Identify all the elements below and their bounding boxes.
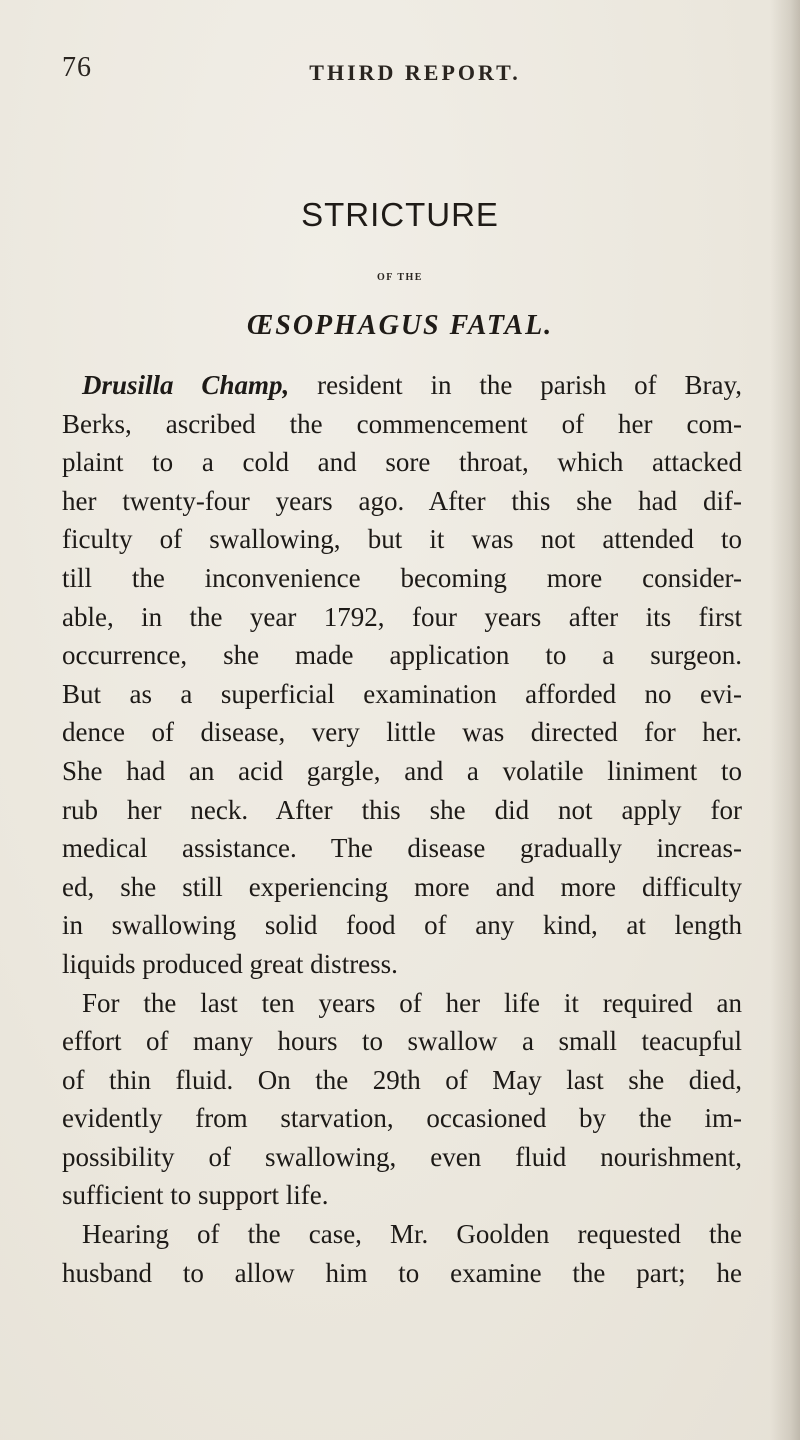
page-number: 76	[62, 52, 92, 83]
article-title: STRICTURE	[301, 196, 499, 233]
paragraph-line: ed, she still experiencing more and more difficulty	[62, 871, 742, 902]
paragraph-line: rub her neck. After this she did not apply for	[62, 794, 742, 825]
paragraph-line: sufficient to support life.	[62, 1180, 329, 1211]
paragraph-line: plaint to a cold and sore throat, which attacked	[62, 447, 742, 478]
paragraph-line: of thin fluid. On the 29th of May last she died,	[62, 1064, 742, 1095]
paragraph-line: Drusilla Champ, resident in the parish of Bray,	[82, 370, 743, 400]
paragraph-line: Berks, ascribed the commencement of her com-	[62, 408, 742, 439]
paragraph-line: in swallowing solid food of any kind, at length	[62, 910, 742, 941]
paragraph-line: effort of many hours to swallow a small teacupful	[62, 1026, 742, 1057]
title-connector: OF THE	[377, 272, 423, 283]
running-head: THIRD REPORT.	[309, 60, 521, 85]
paragraph-line: till the inconvenience becoming more consider-	[62, 562, 742, 593]
paragraph-line: Hearing of the case, Mr. Goolden requested the	[82, 1219, 742, 1250]
paragraph-line: husband to allow him to examine the part; he	[62, 1257, 742, 1288]
article-subtitle: ŒSOPHAGUS FATAL.	[246, 310, 554, 341]
paragraph-line: For the last ten years of her life it required an	[82, 987, 742, 1018]
paragraph-line: liquids produced great distress.	[62, 948, 398, 979]
paragraph-line: occurrence, she made application to a surgeon.	[62, 640, 742, 671]
patient-name: Drusilla Champ,	[82, 370, 290, 400]
paragraph-line: able, in the year 1792, four years after its first	[62, 601, 742, 632]
paragraph-line: medical assistance. The disease gradually increas-	[62, 833, 742, 864]
paragraph-line: possibility of swallowing, even fluid nourishment,	[62, 1141, 742, 1172]
paragraph-line: evidently from starvation, occasioned by the im-	[62, 1103, 742, 1134]
paragraph-line: She had an acid gargle, and a volatile liniment to	[62, 755, 742, 786]
paragraph-line: But as a superficial examination afforded no evi-	[62, 678, 742, 709]
paragraph-line: ficulty of swallowing, but it was not attended to	[62, 524, 742, 555]
body-text	[62, 366, 742, 1292]
paragraph-line: her twenty-four years ago. After this she had dif-	[62, 485, 742, 516]
paragraph-line: dence of disease, very little was directed for her.	[62, 717, 742, 748]
